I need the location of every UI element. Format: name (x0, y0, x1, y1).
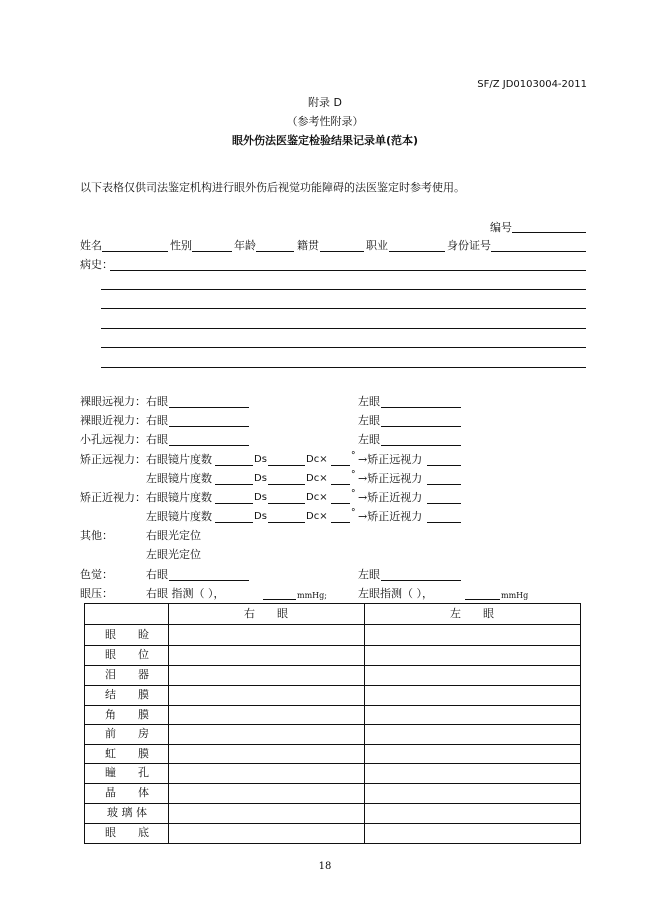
table-row-line (84, 823, 581, 824)
right-eye-label: 右眼 (146, 568, 168, 581)
table-col-divider (168, 603, 169, 843)
left-eye-label: 左眼 (358, 568, 380, 581)
name-label: 姓名 (80, 239, 102, 252)
row-label-anterior-chamber: 前 房 (105, 727, 149, 740)
number-field[interactable] (512, 232, 586, 233)
dc-label: Dc× (306, 492, 328, 503)
origin-field[interactable] (320, 251, 364, 252)
naked-far-right-field[interactable] (169, 407, 249, 408)
naked-far-label: 裸眼远视力： (80, 395, 146, 408)
table-row-line (84, 665, 581, 666)
mmhg-label: mmHg (501, 591, 529, 600)
table-row-line (84, 803, 581, 804)
degree-sign: ° (351, 508, 356, 518)
history-line-5[interactable] (101, 347, 586, 348)
col-header-left-eye: 左 眼 (450, 607, 494, 620)
table-row-line (84, 744, 581, 745)
sex-field[interactable] (192, 251, 232, 252)
history-line-1[interactable] (110, 270, 586, 271)
to-corr-near-label: →矫正近视力 (358, 510, 423, 523)
corr-near-left-axis-field[interactable] (331, 522, 350, 523)
dc-label: Dc× (306, 454, 328, 465)
corr-far-left-cyl-field[interactable] (268, 484, 305, 485)
age-label: 年龄 (234, 239, 256, 252)
corr-far-right-axis-field[interactable] (331, 465, 350, 466)
corr-far-left-sph-field[interactable] (215, 484, 253, 485)
dc-label: Dc× (306, 511, 328, 522)
left-light-label: 左眼光定位 (146, 548, 201, 561)
table-row-line (84, 685, 581, 686)
right-eye-label: 右眼 (146, 395, 168, 408)
table-row-line (84, 645, 581, 646)
history-line-2[interactable] (101, 289, 586, 290)
degree-sign: ° (351, 451, 356, 461)
color-label: 色觉： (80, 568, 113, 581)
ds-label: Ds (254, 473, 267, 484)
corr-far-right-sph-field[interactable] (215, 465, 253, 466)
left-lens-label: 左眼镜片度数 (146, 510, 212, 523)
right-lens-label: 右眼镜片度数 (146, 453, 212, 466)
corr-far-label: 矫正远视力： (80, 453, 146, 466)
right-eye-label: 右眼 (146, 414, 168, 427)
history-line-3[interactable] (101, 308, 586, 309)
left-eye-label: 左眼 (358, 395, 380, 408)
table-col-divider (364, 603, 365, 843)
degree-sign: ° (351, 470, 356, 480)
id-label: 身份证号 (447, 239, 491, 252)
right-iop-label: 右眼 指测（ ）， (146, 587, 225, 600)
row-label-pupil: 瞳 孔 (105, 766, 149, 779)
row-label-eyelid: 眼 睑 (105, 628, 149, 641)
to-corr-near-label: →矫正近视力 (358, 491, 423, 504)
ds-label: Ds (254, 511, 267, 522)
left-iop-field[interactable] (465, 599, 500, 600)
table-border-bottom (84, 843, 581, 844)
row-label-eye-position: 眼 位 (105, 648, 149, 661)
corr-far-right-cyl-field[interactable] (268, 465, 305, 466)
right-light-label: 右眼光定位 (146, 529, 201, 542)
to-corr-far-label: →矫正远视力 (358, 472, 423, 485)
pinhole-far-left-field[interactable] (381, 445, 461, 446)
degree-sign: ° (351, 489, 356, 499)
corr-far-left-axis-field[interactable] (331, 484, 350, 485)
corr-near-right-cyl-field[interactable] (268, 503, 305, 504)
page-title: 眼外伤法医鉴定检验结果记录单(范本) (231, 134, 419, 147)
history-line-6[interactable] (101, 367, 586, 368)
pinhole-far-label: 小孔远视力： (80, 433, 146, 446)
age-field[interactable] (256, 251, 294, 252)
doc-id: SF/Z JD0103004-2011 (477, 79, 587, 90)
color-right-field[interactable] (169, 580, 249, 581)
appendix-note: （参考性附录） (286, 115, 364, 128)
naked-near-right-field[interactable] (169, 426, 249, 427)
corr-far-left-result-field[interactable] (427, 484, 461, 485)
other-label: 其他： (80, 529, 113, 542)
ds-label: Ds (254, 492, 267, 503)
intro-text: 以下表格仅供司法鉴定机构进行眼外伤后视觉功能障碍的法医鉴定时参考使用。 (80, 181, 465, 194)
dc-label: Dc× (306, 473, 328, 484)
row-label-fundus: 眼 底 (105, 826, 149, 839)
corr-near-right-result-field[interactable] (427, 503, 461, 504)
table-row-line (84, 624, 581, 625)
corr-near-left-result-field[interactable] (427, 522, 461, 523)
table-row-line (84, 705, 581, 706)
corr-near-label: 矫正近视力： (80, 491, 146, 504)
page-number: 18 (318, 861, 332, 872)
row-label-lens: 晶 体 (105, 786, 149, 799)
corr-near-right-axis-field[interactable] (331, 503, 350, 504)
right-lens-label: 右眼镜片度数 (146, 491, 212, 504)
table-border-top (84, 603, 581, 604)
corr-near-left-sph-field[interactable] (215, 522, 253, 523)
left-lens-label: 左眼镜片度数 (146, 472, 212, 485)
color-left-field[interactable] (381, 580, 461, 581)
left-iop-label: 左眼指测（ ）， (358, 587, 433, 600)
table-row-line (84, 724, 581, 725)
table-row-line (84, 783, 581, 784)
job-field[interactable] (389, 251, 445, 252)
naked-near-label: 裸眼近视力： (80, 414, 146, 427)
job-label: 职业 (366, 239, 388, 252)
col-header-right-eye: 右 眼 (244, 607, 288, 620)
right-iop-field[interactable] (263, 599, 296, 600)
left-eye-label: 左眼 (358, 433, 380, 446)
row-label-iris: 虹 膜 (105, 747, 149, 760)
mmhg-label: mmHg; (297, 591, 327, 600)
corr-near-left-cyl-field[interactable] (268, 522, 305, 523)
iop-label: 眼压： (80, 587, 113, 600)
naked-near-left-field[interactable] (381, 426, 461, 427)
right-eye-label: 右眼 (146, 433, 168, 446)
id-field[interactable] (491, 251, 586, 252)
row-label-vitreous: 玻 璃 体 (107, 806, 147, 819)
row-label-lacrimal: 泪 器 (105, 668, 149, 681)
corr-near-right-sph-field[interactable] (215, 503, 253, 504)
history-label: 病史： (80, 258, 113, 271)
pinhole-far-right-field[interactable] (169, 445, 249, 446)
table-border-left (84, 603, 85, 843)
naked-far-left-field[interactable] (381, 407, 461, 408)
to-corr-far-label: →矫正远视力 (358, 453, 423, 466)
corr-far-right-result-field[interactable] (427, 465, 461, 466)
ds-label: Ds (254, 454, 267, 465)
appendix-title: 附录 D (308, 96, 342, 109)
table-row-line (84, 763, 581, 764)
sex-label: 性别 (170, 239, 192, 252)
name-field[interactable] (102, 251, 168, 252)
table-border-right (580, 603, 581, 843)
origin-label: 籍贯 (297, 239, 319, 252)
row-label-cornea: 角 膜 (105, 708, 149, 721)
left-eye-label: 左眼 (358, 414, 380, 427)
number-label: 编号 (490, 221, 512, 234)
history-line-4[interactable] (101, 328, 586, 329)
row-label-conjunctiva: 结 膜 (105, 688, 149, 701)
